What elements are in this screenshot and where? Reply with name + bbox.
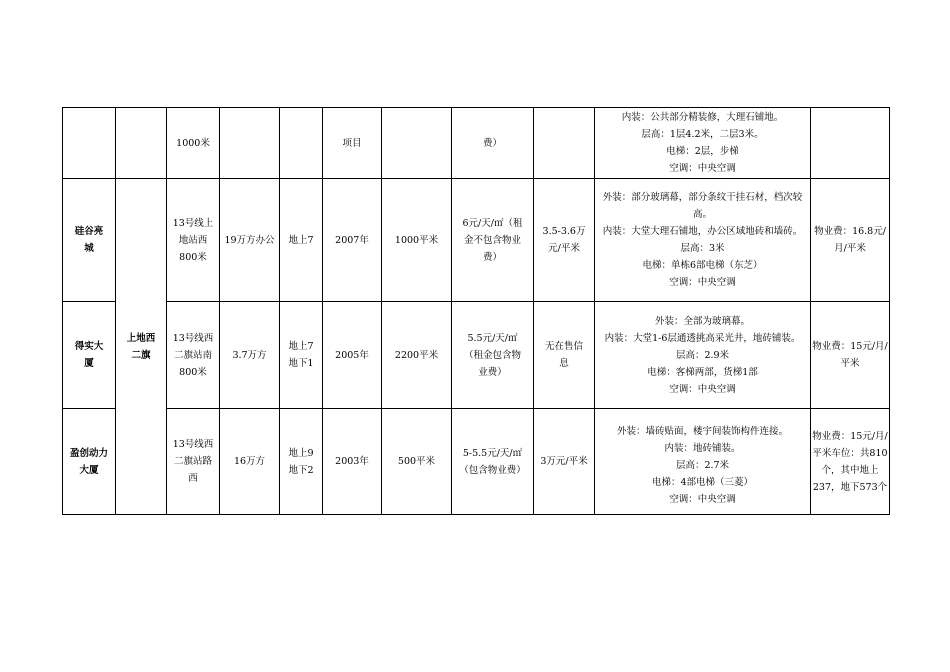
sale-price-text: 无在售信息 <box>544 341 583 369</box>
spec-line: 电梯：2层，步梯 <box>666 146 739 157</box>
building-name: 硅谷亮城 <box>74 226 104 254</box>
scale-text: 19万方办公 <box>224 234 275 246</box>
specs-cell <box>595 179 811 302</box>
rent-cell <box>452 302 534 409</box>
spec-line: 电梯：4部电梯（三菱） <box>651 477 754 488</box>
building-name-cell <box>63 302 116 409</box>
scale-cell: 16万方 <box>220 409 280 515</box>
sale-price-cell <box>534 179 595 302</box>
spec-line: 内装：大堂1-6层通透挑高采光井，地砖铺装。 <box>604 332 801 344</box>
table-row <box>63 179 890 302</box>
building-name: 得实大厦 <box>74 341 104 369</box>
floors-cell <box>280 409 323 515</box>
standard-floor-cell: 500平米 <box>382 409 452 515</box>
floors-text: 地上7地下1 <box>288 341 314 369</box>
rent-text: 5-5.5元/天/㎡（包含物业费） <box>459 447 526 476</box>
spec-line: 层高：3米 <box>680 243 725 254</box>
floors-cell: 地上7 <box>280 179 323 302</box>
spec-line: 内装：地砖铺装。 <box>664 443 741 454</box>
floors-cell <box>280 108 323 179</box>
floors-cell <box>280 302 323 409</box>
transit-cell <box>167 409 220 515</box>
floors-text: 地上9地下2 <box>288 447 314 476</box>
transit-text: 13号线西二旗站南800米 <box>172 332 214 378</box>
building-name-cell <box>63 108 116 179</box>
transit-text: 13号线西二旗站路西 <box>172 439 214 484</box>
specs-cell <box>595 108 811 179</box>
spec-line: 外装：全部为玻璃幕。 <box>654 315 750 327</box>
area-cell <box>116 179 167 515</box>
year-cell: 2007年 <box>323 179 382 302</box>
scale-cell <box>220 179 280 302</box>
rent-cell <box>452 409 534 515</box>
table-row <box>63 108 890 179</box>
table-row <box>63 302 890 409</box>
spec-line: 空调：中央空调 <box>669 383 736 395</box>
spec-line: 层高：2.7米 <box>675 460 730 471</box>
specs-cell <box>595 409 811 515</box>
transit-text: 13号线上地站西800米 <box>172 217 214 263</box>
rent-cell: 费） <box>452 108 534 179</box>
spec-line: 外装：部分玻璃幕，部分条纹干挂石材，档次较高。 <box>602 192 803 220</box>
spec-line: 外装：墙砖贴面，楼宇间装饰构件连接。 <box>616 426 788 437</box>
spec-line: 内装：公共部分精装修，大理石铺地。 <box>621 112 784 123</box>
scale-cell: 3.7万方 <box>220 302 280 409</box>
table-row <box>63 409 890 515</box>
spec-line: 空调：中央空调 <box>669 494 736 505</box>
spec-line: 内装：大堂大理石铺地，办公区域地砖和墙砖。 <box>602 226 803 237</box>
specs-cell <box>595 302 811 409</box>
sale-price-cell <box>534 409 595 515</box>
property-fee-cell: 物业费：15元/月/平米车位：共810个，其中地上237，地下573个 <box>811 409 890 515</box>
standard-floor-cell <box>382 108 452 179</box>
spec-line: 空调：中央空调 <box>669 163 736 174</box>
spec-line: 层高：2.9米 <box>675 349 730 361</box>
spec-line: 电梯：客梯两部，货梯1部 <box>647 366 758 378</box>
property-fee-cell: 物业费：15元/月/平米 <box>811 302 890 409</box>
rent-cell <box>452 179 534 302</box>
rent-text: 5.5元/天/㎡（租金包含物业费） <box>463 332 521 378</box>
scale-cell <box>220 108 280 179</box>
office-building-table <box>62 107 890 515</box>
sale-price-text: 3.5-3.6万元/平米 <box>542 226 586 254</box>
building-name-cell <box>63 409 116 515</box>
rent-text: 6元/天/㎡（租金不包含物业费） <box>462 217 523 263</box>
spec-line: 空调：中央空调 <box>669 277 736 288</box>
property-fee-cell <box>811 108 890 179</box>
building-name: 盈创动力大厦 <box>69 447 108 476</box>
transit-cell <box>167 302 220 409</box>
area-cell-top <box>116 108 167 179</box>
year-cell: 2005年 <box>323 302 382 409</box>
standard-floor-cell: 1000平米 <box>382 179 452 302</box>
sale-price-text: 3万元/平米 <box>540 456 588 467</box>
area-label: 上地西二旗 <box>126 332 156 361</box>
standard-floor-cell: 2200平米 <box>382 302 452 409</box>
transit-cell <box>167 179 220 302</box>
building-name-cell <box>63 179 116 302</box>
sale-price-cell <box>534 108 595 179</box>
transit-cell: 1000米 <box>167 108 220 179</box>
year-cell: 2003年 <box>323 409 382 515</box>
year-cell: 项目 <box>323 108 382 179</box>
spec-line: 层高：1层4.2米，二层3米。 <box>641 129 764 140</box>
property-fee-cell: 物业费：16.8元/月/平米 <box>811 179 890 302</box>
spec-line: 电梯：单栋6部电梯（东芝） <box>642 260 763 271</box>
sale-price-cell <box>534 302 595 409</box>
